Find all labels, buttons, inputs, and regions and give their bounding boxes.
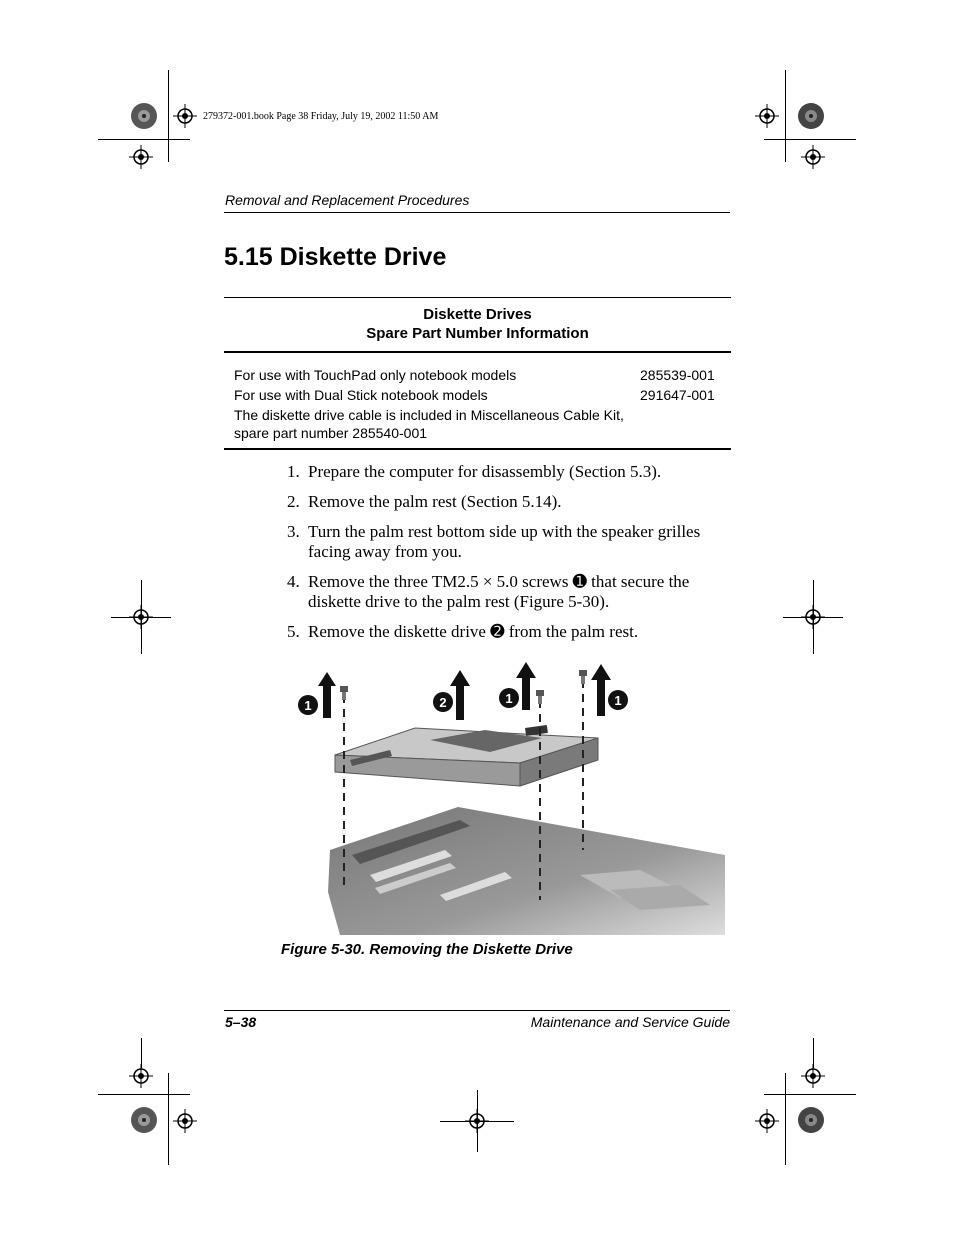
registration-mark-icon [801,145,825,169]
list-item [287,522,737,562]
table-note-line2: spare part number 285540-001 [234,425,428,441]
color-wheel-mark-icon [797,102,825,130]
step-text: Remove the palm rest (Section 5.14). [308,492,562,511]
table-row-part-number: 291647-001 [640,387,715,403]
up-arrow-icon [516,662,536,710]
table-note-line1: The diskette drive cable is included in Miscellaneous Cable Kit, [234,407,624,423]
book-info: 279372-001.book Page 38 Friday, July 19, 2002 11:50 AM [203,111,439,122]
table-header-rule [224,351,731,353]
table-row-part-number: 285539-001 [640,367,715,383]
step-number: 3. [287,522,300,541]
table-heading-line1: Diskette Drives [423,306,532,323]
step-text: Remove the three TM2.5 × 5.0 screws ➊ that secure the diskette drive to the palm rest (Figure 5-30). [308,572,690,611]
step-text: Turn the palm rest bottom side up with the speaker grilles facing away from you. [308,522,701,561]
screw-icon [536,690,544,704]
running-head: Removal and Replacement Procedures [225,192,470,208]
table-row-description: For use with TouchPad only notebook models [234,367,517,383]
callout-label: 2 [439,695,447,710]
registration-mark-icon [755,1109,779,1133]
section-title: 5.15 Diskette Drive [224,243,447,271]
registration-mark-icon [755,104,779,128]
screw-icon [340,686,348,700]
table-top-rule [224,297,731,298]
color-wheel-mark-icon [130,102,158,130]
step-text: Prepare the computer for disassembly (Section 5.3). [308,462,662,481]
list-item [287,572,737,612]
table-heading-line2: Spare Part Number Information [366,325,589,342]
page-number: 5–38 [225,1014,257,1030]
step-number: 1. [287,462,300,481]
figure-caption: Figure 5-30. Removing the Diskette Drive [281,941,573,958]
footer-guide-title: Maintenance and Service Guide [530,1014,730,1030]
step-number: 4. [287,572,300,591]
registration-mark-icon [129,145,153,169]
callout-label: 1 [304,698,312,713]
up-arrow-icon [591,664,611,716]
procedure-steps [287,462,737,652]
table-row-description: For use with Dual Stick notebook models [234,387,488,403]
callout-label: 1 [614,693,622,708]
registration-mark-icon [173,104,197,128]
registration-mark-icon [173,1109,197,1133]
callout-marker [608,690,628,710]
step-number: 2. [287,492,300,511]
color-wheel-mark-icon [797,1106,825,1134]
registration-mark-icon [129,1064,153,1088]
registration-mark-icon [801,1064,825,1088]
callout-marker [298,695,318,715]
diskette-drive-removal-illustration [280,660,725,935]
callout-label: 1 [505,691,513,706]
list-item [287,462,737,482]
up-arrow-icon [450,670,470,720]
table-bottom-rule [224,448,731,450]
color-wheel-mark-icon [130,1106,158,1134]
callout-marker [499,688,519,708]
footer-rule [224,1010,730,1011]
callout-marker [433,692,453,712]
list-item [287,622,737,642]
list-item [287,492,737,512]
up-arrow-icon [318,672,336,718]
header-rule [224,212,730,213]
screw-icon [579,670,587,684]
step-text: Remove the diskette drive ➋ from the palm rest. [308,622,639,641]
step-number: 5. [287,622,300,641]
diskette-drive [335,725,598,786]
